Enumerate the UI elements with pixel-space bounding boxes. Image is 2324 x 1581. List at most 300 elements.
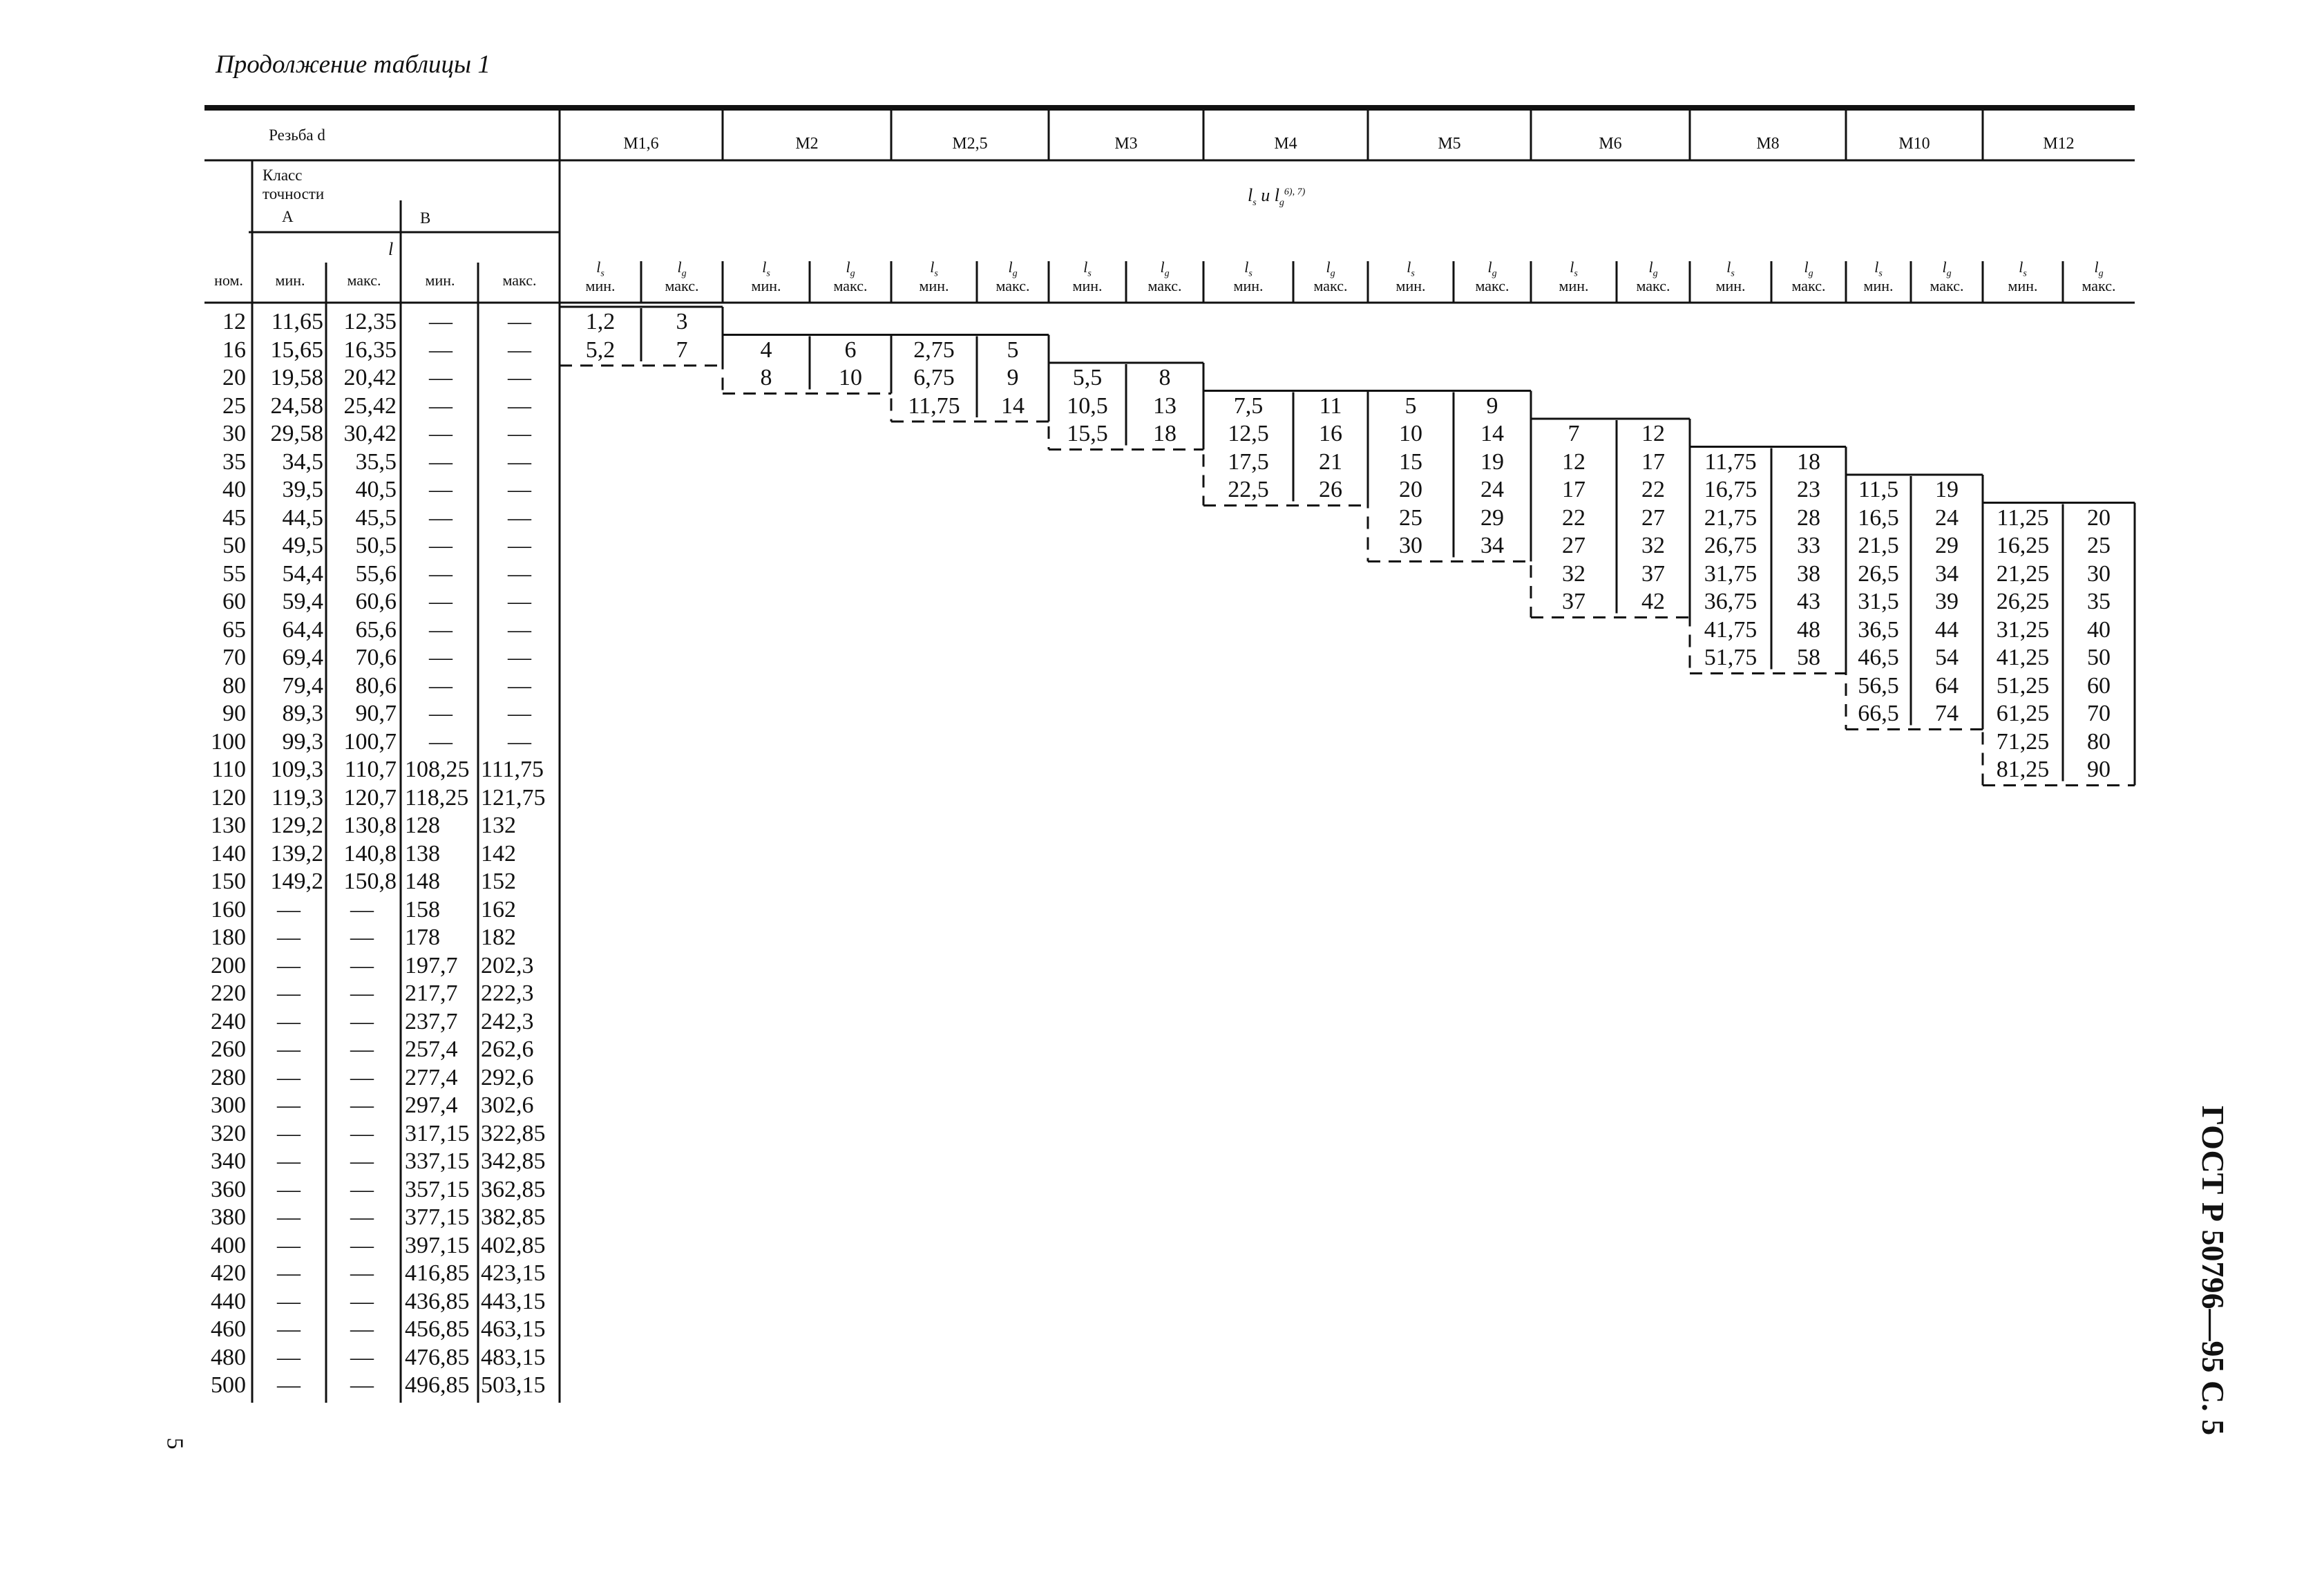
table-cell: — — [350, 1176, 374, 1202]
table-cell: 202,3 — [481, 952, 534, 978]
table-cell: — — [277, 1036, 301, 1062]
table-cell: — — [277, 1204, 301, 1230]
table-cell: — — [429, 645, 453, 670]
table-cell: — — [277, 1344, 301, 1370]
table-cell: 320 — [211, 1120, 246, 1146]
table-cell: — — [429, 728, 453, 755]
thread-lg-value: 10 — [839, 365, 862, 390]
thread-lg-value: 24 — [1935, 504, 1959, 531]
subheader-7-min: $l_s$ мин. — [1715, 258, 1746, 295]
table-cell: 70 — [222, 645, 246, 670]
table-cell: 463,15 — [481, 1316, 546, 1342]
table-cell: 152 — [481, 869, 516, 894]
table-cell: 460 — [211, 1316, 246, 1342]
table-cell: — — [429, 589, 453, 614]
table-cell: — — [429, 560, 453, 587]
thread-ls-value: 11,5 — [1858, 477, 1899, 502]
thread-ls-value: 22 — [1562, 504, 1585, 531]
table-cell: 16,35 — [343, 337, 397, 363]
table-cell: 220 — [211, 981, 246, 1006]
thread-ls-value: 36,75 — [1704, 589, 1758, 614]
table-cell: 90 — [222, 701, 246, 726]
table-cell: — — [350, 1120, 374, 1146]
table-cell: 80,6 — [355, 672, 397, 699]
table-cell: 480 — [211, 1344, 246, 1370]
table-cell: 65,6 — [355, 616, 397, 643]
table-cell: 45,5 — [355, 504, 397, 531]
thread-ls-value: 26,25 — [1996, 589, 2050, 614]
thread-ls-value: 12 — [1562, 448, 1585, 475]
subheader-8-max: $l_g$ макс. — [1930, 258, 1964, 295]
thread-ls-value: 7,5 — [1233, 392, 1264, 419]
table-cell: 55 — [222, 560, 246, 587]
table-cell: — — [508, 701, 531, 726]
table-cell: 322,85 — [481, 1120, 546, 1146]
table-cell: 40,5 — [355, 477, 397, 502]
thread-lg-value: 19 — [1935, 477, 1959, 502]
table-cell: — — [277, 1260, 301, 1286]
table-cell: — — [429, 309, 453, 334]
thread-lg-value: 37 — [1641, 560, 1665, 587]
table-cell: 90,7 — [355, 701, 397, 726]
class-b-label: B — [420, 209, 431, 227]
table-cell: — — [350, 1036, 374, 1062]
l-label: l — [388, 239, 394, 259]
thread-header-3: M3 — [1114, 135, 1138, 153]
thread-lg-value: 3 — [676, 309, 688, 334]
table-cell: 11,65 — [271, 309, 323, 334]
thread-ls-value: 25 — [1399, 504, 1422, 531]
table-cell: 30,42 — [343, 421, 397, 446]
thread-ls-value: 12,5 — [1228, 421, 1269, 446]
table-cell: 69,4 — [282, 645, 323, 670]
table-cell: — — [429, 616, 453, 643]
table-cell: 121,75 — [481, 784, 546, 811]
nom-header: ном. — [214, 272, 243, 289]
thread-lg-value: 18 — [1797, 448, 1820, 475]
table-cell: — — [508, 645, 531, 670]
document-side-title: ГОСТ Р 50796—95 С. 5 — [2196, 1106, 2231, 1436]
thread-ls-value: 71,25 — [1996, 728, 2050, 755]
table-cell: 20 — [222, 365, 246, 390]
thread-ls-value: 22,5 — [1228, 477, 1269, 502]
thread-lg-value: 35 — [2087, 589, 2111, 614]
thread-lg-value: 19 — [1480, 448, 1504, 475]
table-cell: — — [277, 1232, 301, 1258]
thread-lg-value: 64 — [1935, 672, 1959, 699]
thread-ls-value: 8 — [760, 365, 772, 390]
thread-ls-value: 17 — [1562, 477, 1585, 502]
table-cell: — — [277, 981, 301, 1006]
table-cell: — — [350, 1064, 374, 1090]
table-cell: 59,4 — [282, 589, 323, 614]
table-cell: 132 — [481, 813, 516, 838]
subheader-7-max: $l_g$ макс. — [1791, 258, 1826, 295]
thread-ls-value: 2,75 — [913, 337, 955, 363]
thread-header: Резьба d — [269, 126, 325, 144]
thread-lg-value: 5 — [1007, 337, 1019, 363]
thread-header-9: M12 — [2043, 135, 2075, 153]
thread-lg-value: 42 — [1641, 589, 1665, 614]
subheader-4-min: $l_s$ мин. — [1233, 258, 1264, 295]
subheader-1-max: $l_g$ макс. — [833, 258, 868, 295]
thread-ls-value: 10,5 — [1067, 392, 1108, 419]
thread-ls-value: 11,75 — [908, 392, 960, 419]
class-a-min-header: мин. — [275, 272, 305, 289]
thread-ls-value: 7 — [1568, 421, 1580, 446]
thread-ls-value: 61,25 — [1996, 701, 2050, 726]
thread-ls-value: 5 — [1404, 392, 1417, 419]
thread-ls-value: 26,5 — [1858, 560, 1899, 587]
thread-lg-value: 29 — [1935, 533, 1959, 558]
thread-lg-value: 26 — [1319, 477, 1342, 502]
table-cell: 118,25 — [405, 784, 469, 811]
table-cell: — — [508, 477, 531, 502]
table-cell: 160 — [211, 896, 246, 922]
table-cell: 60,6 — [355, 589, 397, 614]
table-caption: Продолжение таблицы 1 — [216, 50, 490, 79]
thread-lg-value: 50 — [2087, 645, 2111, 670]
table-cell: 30 — [222, 421, 246, 446]
table-cell: 340 — [211, 1148, 246, 1174]
thread-lg-value: 33 — [1797, 533, 1820, 558]
table-cell: 149,2 — [270, 869, 323, 894]
table-cell: — — [508, 448, 531, 475]
table-cell: 416,85 — [405, 1260, 470, 1286]
table-cell: 120 — [211, 784, 246, 811]
table-cell: 280 — [211, 1064, 246, 1090]
thread-lg-value: 23 — [1797, 477, 1820, 502]
thread-lg-value: 22 — [1641, 477, 1665, 502]
thread-ls-value: 41,75 — [1704, 616, 1758, 643]
subheader-0-min: $l_s$ мин. — [585, 258, 616, 295]
thread-lg-value: 29 — [1480, 504, 1504, 531]
table-cell: 142 — [481, 840, 516, 867]
thread-lg-value: 28 — [1797, 504, 1820, 531]
table-cell: 380 — [211, 1204, 246, 1230]
thread-lg-value: 12 — [1641, 421, 1665, 446]
thread-lg-value: 30 — [2087, 560, 2111, 587]
table-cell: — — [508, 421, 531, 446]
table-cell: — — [350, 1148, 374, 1174]
thread-ls-value: 20 — [1399, 477, 1422, 502]
thread-ls-value: 16,25 — [1996, 533, 2050, 558]
thread-lg-value: 34 — [1935, 560, 1959, 587]
thread-ls-value: 4 — [760, 337, 772, 363]
subheader-9-min: $l_s$ мин. — [2008, 258, 2038, 295]
table-cell: — — [350, 1260, 374, 1286]
table-cell: 217,7 — [405, 981, 458, 1006]
table-cell: 400 — [211, 1232, 246, 1258]
table-cell: 110,7 — [344, 757, 397, 782]
thread-ls-value: 5,2 — [585, 337, 616, 363]
thread-lg-value: 80 — [2087, 728, 2111, 755]
table-cell: 25,42 — [343, 392, 397, 419]
table-cell: 360 — [211, 1176, 246, 1202]
thread-ls-value: 81,25 — [1996, 757, 2050, 782]
table-cell: — — [277, 1316, 301, 1342]
table-cell: — — [429, 672, 453, 699]
thread-lg-value: 74 — [1935, 701, 1959, 726]
table-cell: — — [508, 560, 531, 587]
table-cell: — — [350, 1316, 374, 1342]
table-cell: — — [277, 925, 301, 950]
thread-lg-value: 11 — [1319, 392, 1342, 419]
thread-ls-value: 10 — [1399, 421, 1422, 446]
table-cell: — — [429, 701, 453, 726]
table-cell: — — [508, 728, 531, 755]
table-cell: 237,7 — [405, 1008, 458, 1034]
table-cell: — — [508, 589, 531, 614]
thread-header-4: M4 — [1274, 135, 1297, 153]
table-cell: 15,65 — [270, 337, 323, 363]
subheader-3-max: $l_g$ макс. — [1147, 258, 1182, 295]
thread-ls-value: 30 — [1399, 533, 1422, 558]
subheader-6-max: $l_g$ макс. — [1636, 258, 1670, 295]
table-cell: 50 — [222, 533, 246, 558]
table-cell: — — [350, 1204, 374, 1230]
thread-ls-value: 21,25 — [1996, 560, 2050, 587]
subheader-9-max: $l_g$ макс. — [2082, 258, 2116, 295]
table-cell: 39,5 — [282, 477, 323, 502]
table-cell: 382,85 — [481, 1204, 546, 1230]
table-cell: 180 — [211, 925, 246, 950]
table-cell: — — [350, 952, 374, 978]
thread-lg-value: 58 — [1797, 645, 1820, 670]
subheader-2-min: $l_s$ мин. — [919, 258, 949, 295]
table-cell: 162 — [481, 896, 516, 922]
table-cell: 342,85 — [481, 1148, 546, 1174]
table-cell: 110 — [211, 757, 246, 782]
thread-header-6: M6 — [1599, 135, 1622, 153]
table-cell: — — [277, 1372, 301, 1398]
subheader-1-min: $l_s$ мин. — [751, 258, 781, 295]
table-cell: 420 — [211, 1260, 246, 1286]
thread-ls-value: 16,5 — [1858, 504, 1899, 531]
table-cell: 35,5 — [355, 448, 397, 475]
table-cell: — — [429, 533, 453, 558]
table-cell: 12,35 — [343, 309, 397, 334]
thread-lg-value: 18 — [1153, 421, 1177, 446]
table-cell: 44,5 — [282, 504, 323, 531]
class-b-max-header: макс. — [502, 272, 537, 289]
table-cell: — — [350, 1232, 374, 1258]
table-cell: 158 — [405, 896, 440, 922]
table-cell: 12 — [222, 309, 246, 334]
thread-lg-value: 90 — [2087, 757, 2111, 782]
table-cell: 45 — [222, 504, 246, 531]
table-cell: 54,4 — [282, 560, 323, 587]
thread-ls-value: 15 — [1399, 448, 1422, 475]
table-cell: 129,2 — [270, 813, 323, 838]
table-cell: 297,4 — [405, 1092, 458, 1118]
table-cell: 440 — [211, 1288, 246, 1314]
table-cell: 300 — [211, 1092, 246, 1118]
table-cell: 200 — [211, 952, 246, 978]
subheader-8-min: $l_s$ мин. — [1863, 258, 1894, 295]
thread-header-8: M10 — [1898, 135, 1930, 153]
table-cell: — — [350, 1008, 374, 1034]
subheader-5-min: $l_s$ мин. — [1396, 258, 1426, 295]
table-cell: 64,4 — [282, 616, 323, 643]
table-cell: 260 — [211, 1036, 246, 1062]
table-cell: — — [277, 1288, 301, 1314]
thread-ls-value: 11,25 — [1997, 504, 2049, 531]
thread-ls-value: 1,2 — [585, 309, 616, 334]
subheader-0-max: $l_g$ макс. — [665, 258, 699, 295]
thread-lg-value: 24 — [1480, 477, 1504, 502]
thread-ls-value: 51,25 — [1996, 672, 2050, 699]
table-cell: 100,7 — [343, 728, 397, 755]
thread-ls-value: 17,5 — [1228, 448, 1269, 475]
table-cell: — — [429, 448, 453, 475]
table-cell: 16 — [222, 337, 246, 363]
table-cell: — — [508, 365, 531, 390]
table-cell: — — [429, 504, 453, 531]
page-number: 5 — [162, 1437, 188, 1450]
table-cell: — — [350, 1344, 374, 1370]
thread-ls-value: 31,75 — [1704, 560, 1758, 587]
thread-lg-value: 60 — [2087, 672, 2111, 699]
table-cell: — — [277, 896, 301, 922]
table-cell: 111,75 — [481, 757, 544, 782]
table-cell: — — [508, 533, 531, 558]
thread-lg-value: 27 — [1641, 504, 1665, 531]
thread-ls-value: 16,75 — [1704, 477, 1758, 502]
table-cell: — — [350, 1372, 374, 1398]
table-cell: 503,15 — [481, 1372, 546, 1398]
table-cell: 55,6 — [355, 560, 397, 587]
table-cell: 277,4 — [405, 1064, 458, 1090]
table-cell: 34,5 — [282, 448, 323, 475]
table-cell: 70,6 — [355, 645, 397, 670]
lslg-label: $l_s$ и $l_g^{6), 7)}$ — [1248, 185, 1306, 209]
table-cell: 500 — [211, 1372, 246, 1398]
accuracy-class-label: Класс точности — [263, 167, 325, 202]
table-cell: 140,8 — [343, 840, 397, 867]
table-cell: 138 — [405, 840, 440, 867]
table-cell: 240 — [211, 1008, 246, 1034]
table-cell: — — [350, 981, 374, 1006]
table-cell: — — [277, 1176, 301, 1202]
thread-ls-value: 37 — [1562, 589, 1585, 614]
thread-lg-value: 21 — [1319, 448, 1342, 475]
table-cell: 150 — [211, 869, 246, 894]
thread-lg-value: 13 — [1153, 392, 1177, 419]
thread-lg-value: 20 — [2087, 504, 2111, 531]
table-cell: 20,42 — [343, 365, 397, 390]
table-cell: 24,58 — [270, 392, 323, 419]
table-cell: — — [277, 1148, 301, 1174]
thread-header-2: M2,5 — [952, 135, 988, 153]
table-cell: — — [277, 1064, 301, 1090]
table-cell: 60 — [222, 589, 246, 614]
table-cell: — — [350, 1092, 374, 1118]
thread-ls-value: 66,5 — [1858, 701, 1899, 726]
table-cell: 436,85 — [405, 1288, 470, 1314]
table-cell: 292,6 — [481, 1064, 534, 1090]
table-cell: 357,15 — [405, 1176, 470, 1202]
thread-ls-value: 21,5 — [1858, 533, 1899, 558]
table-cell: — — [350, 896, 374, 922]
thread-ls-value: 36,5 — [1858, 616, 1899, 643]
table-cell: — — [508, 672, 531, 699]
thread-lg-value: 9 — [1007, 365, 1019, 390]
table-cell: 128 — [405, 813, 440, 838]
table-cell: 397,15 — [405, 1232, 470, 1258]
table-cell: 120,7 — [343, 784, 397, 811]
table-cell: 423,15 — [481, 1260, 546, 1286]
table-cell: — — [277, 1008, 301, 1034]
table-cell: 402,85 — [481, 1232, 546, 1258]
thread-ls-value: 26,75 — [1704, 533, 1758, 558]
table-cell: 262,6 — [481, 1036, 534, 1062]
subheader-6-min: $l_s$ мин. — [1559, 258, 1589, 295]
table-cell: 80 — [222, 672, 246, 699]
table-cell: 139,2 — [270, 840, 323, 867]
thread-lg-value: 16 — [1319, 421, 1342, 446]
table-cell: 108,25 — [405, 757, 470, 782]
table-cell: — — [350, 1288, 374, 1314]
subheader-5-max: $l_g$ макс. — [1475, 258, 1509, 295]
thread-ls-value: 56,5 — [1858, 672, 1899, 699]
table-cell: 140 — [211, 840, 246, 867]
table-cell: — — [277, 1120, 301, 1146]
subheader-2-max: $l_g$ макс. — [996, 258, 1030, 295]
table-cell: 178 — [405, 925, 440, 950]
table-cell: — — [429, 337, 453, 363]
table-cell: — — [277, 1092, 301, 1118]
table-cell: 496,85 — [405, 1372, 470, 1398]
table-cell: 130 — [211, 813, 246, 838]
table-cell: 25 — [222, 392, 246, 419]
table-cell: — — [508, 337, 531, 363]
subheader-4-max: $l_g$ макс. — [1313, 258, 1348, 295]
thread-header-0: M1,6 — [623, 135, 659, 153]
table-cell: 50,5 — [355, 533, 397, 558]
table-cell: — — [508, 504, 531, 531]
thread-lg-value: 14 — [1480, 421, 1504, 446]
thread-ls-value: 11,75 — [1704, 448, 1757, 475]
table-cell: 79,4 — [282, 672, 323, 699]
thread-ls-value: 21,75 — [1704, 504, 1758, 531]
table-cell: 109,3 — [270, 757, 323, 782]
table-cell: 197,7 — [405, 952, 458, 978]
table-cell: 40 — [222, 477, 246, 502]
table-cell: 49,5 — [282, 533, 323, 558]
thread-ls-value: 51,75 — [1704, 645, 1758, 670]
table-cell: — — [429, 421, 453, 446]
table-cell: 150,8 — [343, 869, 397, 894]
table-cell: 476,85 — [405, 1344, 470, 1370]
table-cell: 317,15 — [405, 1120, 470, 1146]
thread-lg-value: 38 — [1797, 560, 1820, 587]
table-cell: 456,85 — [405, 1316, 470, 1342]
thread-lg-value: 6 — [844, 337, 857, 363]
thread-lg-value: 54 — [1935, 645, 1959, 670]
table-cell: 443,15 — [481, 1288, 546, 1314]
table-cell: — — [508, 616, 531, 643]
table-cell: 130,8 — [343, 813, 397, 838]
table-cell: 483,15 — [481, 1344, 546, 1370]
thread-lg-value: 70 — [2087, 701, 2111, 726]
thread-lg-value: 17 — [1641, 448, 1665, 475]
table-cell: 65 — [222, 616, 246, 643]
thread-lg-value: 14 — [1001, 392, 1025, 419]
table-cell: 362,85 — [481, 1176, 546, 1202]
table-cell: — — [429, 392, 453, 419]
thread-lg-value: 7 — [676, 337, 688, 363]
